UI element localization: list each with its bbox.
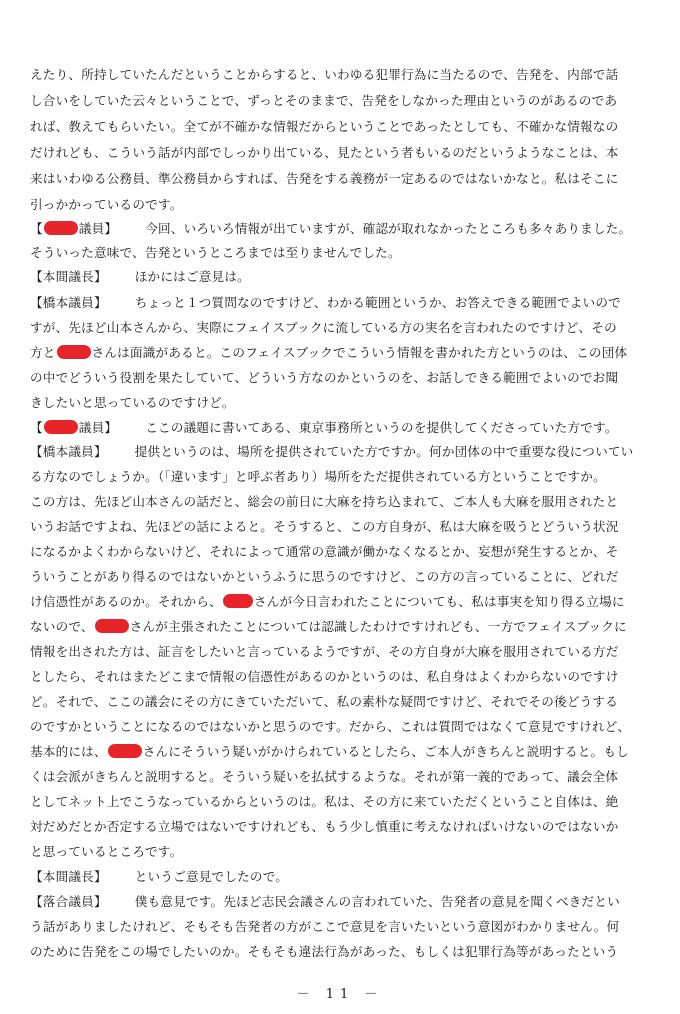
speech-line bbox=[30, 268, 650, 286]
text-line: と思っているところです。 bbox=[30, 844, 183, 859]
speaker-label: 【 議員】 bbox=[30, 420, 118, 435]
speech-text: ここの議題に書いてある、東京事務所というのを提供してくださっていた方です。 bbox=[145, 420, 618, 435]
text-line: そういった意味で、告発というところまでは至りませんでした。 bbox=[30, 245, 401, 260]
speech-line bbox=[30, 220, 650, 238]
text-line: くは会派がきちんと説明すると。そういう疑いを払拭するような。それが第一義的であって、議会全体 bbox=[30, 769, 619, 784]
speech-line bbox=[30, 443, 650, 461]
speaker-label: 【 議員】 bbox=[30, 221, 118, 236]
text-line: としてネット上でこうなっているからというのは。私は、その方に来ていただくということ自体は、絶 bbox=[30, 794, 619, 809]
text-line: になるかよくわからないけど、それによって通常の意識が働かなくなるとか、妄想が発生するとか、そ bbox=[30, 544, 619, 559]
redaction-mark bbox=[95, 619, 129, 633]
text-line: れば、教えてもらいたい。全てが不確かな情報だからということであったとしても、不確かな情報なの bbox=[30, 119, 619, 134]
redaction-mark bbox=[57, 345, 91, 359]
speech-line bbox=[30, 893, 650, 911]
text-line: 方と さんは面識があると。このフェイスブックでこういう情報を書かれた方というのは、この団体 bbox=[30, 345, 628, 360]
text-line: 引っかかっているのです。 bbox=[30, 197, 183, 212]
speaker-label: 【本間議長】 bbox=[30, 869, 107, 884]
text-line: ど。それで、ここの議会にその方にきていただいて、私の素朴な疑問ですけど、それでその後どうする bbox=[30, 694, 619, 709]
text-line: る方なのでしょうか。（「違います」と呼ぶ者あり）場所をただ提供されている方ということですか。 bbox=[30, 469, 606, 484]
text-line: 来はいわゆる公務員、準公務員からすれば、告発をする義務が一定あるのではないかなと。私はそこに bbox=[30, 171, 619, 186]
speaker-label: 【本間議長】 bbox=[30, 269, 107, 284]
text-line: 情報を出された方は、証言をしたいと言っているようですが、その方自身が大麻を服用されている方だ bbox=[30, 644, 619, 659]
text-line: う話がありましたけれど、そもそも告発者の方がここで意見を言いたいという意図がわかりません。何 bbox=[30, 919, 620, 934]
speech-text: 今回、いろいろ情報が出ていますが、確認が取れなかったところも多々ありました。 bbox=[145, 221, 632, 236]
text-line: すが、先ほど山本さんから、実際にフェイスブックに流している方の実名を言われたのですけど、その bbox=[30, 320, 617, 335]
page-number: － 11 － bbox=[296, 987, 384, 1002]
text-line: ういうことがあり得るのではないかというふうに思うのですけど、この方の言っていることに、どれだ bbox=[30, 569, 619, 584]
text-line: け信憑性があるのか。それから、 さんが今日言われたことについても、私は事実を知り得る立場に bbox=[30, 594, 625, 609]
redaction-mark bbox=[223, 594, 253, 608]
speech-text: ほかにはご意見は。 bbox=[134, 269, 250, 284]
text-line: だけれども、こういう話が内部でしっかり出ている、見たという者もいるのだというようなことは、本 bbox=[30, 145, 619, 160]
text-line: としたら、それはまたどこまで情報の信憑性があるのかというのは、私自身はよくわからないのですけ bbox=[30, 669, 619, 684]
text-line: えたり、所持していたんだということからすると、いわゆる犯罪行為に当たるので、告発を、内部で話 bbox=[30, 67, 619, 82]
text-line: のですかということになるのではないかと思うのです。だから、これは質問ではなくて意見ですけれど、 bbox=[30, 719, 631, 734]
text-line: ないので、 さんが主張されたことについては認識したわけですけれども、一方でフェイスブックに bbox=[30, 619, 627, 634]
speech-text: 提供というのは、場所を提供されていた方ですか。何か団体の中で重要な役についてい bbox=[134, 444, 634, 459]
speech-text: ちょっと１つ質問なのですけど、わかる範囲というか、お答えできる範囲でよいので bbox=[134, 295, 621, 310]
text-line: この方は、先ほど山本さんの話だと、総会の前日に大麻を持ち込まれて、ご本人も大麻を服用されたと bbox=[30, 494, 619, 509]
redaction-mark bbox=[44, 420, 78, 434]
text-line: し合いをしていた云々ということで、ずっとそのままで、告発をしなかった理由というのがあるのであ bbox=[30, 93, 618, 108]
speech-line bbox=[30, 294, 650, 312]
speaker-label: 【橋本議員】 bbox=[30, 295, 107, 310]
text-line: きしたいと思っているのですけど。 bbox=[30, 395, 235, 410]
text-line: 対だめだとか否定する立場ではないですけれども、もう少し慎重に考えなければいけないのではないか bbox=[30, 819, 619, 834]
speaker-label: 【落合議員】 bbox=[30, 894, 107, 909]
speaker-label: 【橋本議員】 bbox=[30, 444, 107, 459]
text-line: の中でどういう役割を果たしていて、どういう方なのかというのを、お話しできる範囲でよいのでお聞 bbox=[30, 370, 619, 385]
text-line: のために告発をこの場でしたいのか。そもそも違法行為があった、もしくは犯罪行為等があったという bbox=[30, 944, 619, 959]
redaction-mark bbox=[108, 744, 142, 758]
speech-line bbox=[30, 868, 650, 886]
redaction-mark bbox=[44, 221, 78, 235]
text-line: いうお話ですよね、先ほどの話によると。そうすると、この方自身が、私は大麻を吸うとどういう状況 bbox=[30, 519, 619, 534]
text-line: 基本的には、 さんにそういう疑いがかけられているとしたら、ご本人がきちんと説明すると。もし bbox=[30, 744, 629, 759]
speech-text: というご意見でしたので。 bbox=[134, 869, 289, 884]
speech-line bbox=[30, 419, 650, 437]
speech-text: 僕も意見です。先ほど志民会議さんの言われていた、告発者の意見を聞くべきだとい bbox=[134, 894, 620, 909]
